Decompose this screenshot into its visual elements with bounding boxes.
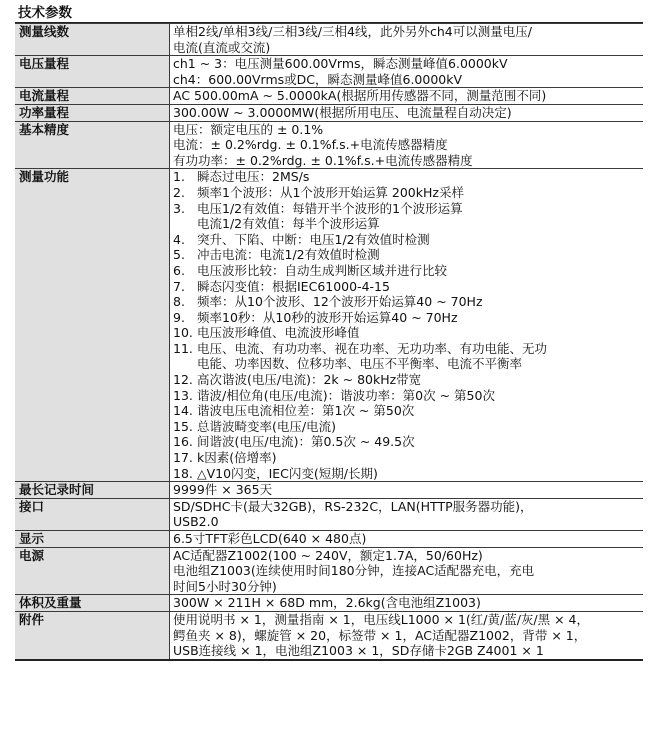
row-label: 测量功能: [15, 169, 170, 482]
row-value: [170, 169, 644, 482]
function-number: 3.: [173, 200, 185, 216]
value-line: 300W × 211H × 68D mm，2.6kg(含电池组Z1003): [173, 595, 481, 611]
function-number: 4.: [173, 231, 185, 247]
function-item: [173, 185, 640, 201]
function-item: [173, 372, 640, 388]
function-item: [173, 403, 640, 419]
value-line: SD/SDHC卡(最大32GB)，RS-232C，LAN(HTTP服务器功能)，: [173, 498, 533, 514]
function-number: 5.: [173, 247, 185, 263]
function-text: 频率：从10个波形、12个波形开始运算40 ~ 70Hz: [197, 294, 483, 310]
function-number: 6.: [173, 262, 185, 278]
function-item: [173, 434, 640, 450]
function-text: △V10闪变，IEC闪变(短期/长期): [197, 465, 378, 481]
value-line: 时间5小时30分钟): [173, 578, 277, 594]
table-row: [15, 169, 643, 482]
function-text: 频率10秒：从10秒的波形开始运算40 ~ 70Hz: [197, 309, 458, 325]
function-item: [173, 325, 640, 341]
row-label: 体积及重量: [15, 595, 170, 612]
row-label: 电源: [15, 547, 170, 595]
function-item: [173, 169, 640, 185]
table-row: [15, 56, 643, 88]
function-list: [173, 169, 640, 481]
row-value: [170, 88, 644, 105]
value-line: AC适配器Z1002(100 ~ 240V，额定1.7A，50/60Hz): [173, 547, 483, 563]
function-text: 总谐波畸变率(电压/电流): [197, 418, 336, 434]
table-row: [15, 498, 643, 530]
function-text: 电压1/2有效值：每错开半个波形的1个波形运算: [197, 200, 463, 216]
function-item: [173, 232, 640, 248]
value-line: 电压：额定电压的 ± 0.1%: [173, 121, 324, 137]
function-item-continued: 电能、功率因数、位移功率、电压不平衡率、电流不平衡率: [197, 356, 523, 372]
value-line: 单相2线/单相3线/三相3线/三相4线，此外另外ch4可以测量电压/: [173, 24, 532, 39]
function-number: 8.: [173, 294, 185, 310]
value-line: 电池组Z1003(连续使用时间180分钟，连接AC适配器充电，充电: [173, 563, 535, 579]
row-value: [170, 56, 644, 88]
function-item: [173, 419, 640, 435]
row-label: 基本精度: [15, 121, 170, 169]
table-title: 技术参数: [15, 4, 643, 23]
row-value: [170, 104, 644, 121]
function-number: 7.: [173, 278, 185, 294]
function-item: [173, 279, 640, 295]
function-number: 1.: [173, 169, 185, 185]
table-row: [15, 88, 643, 105]
row-label: 电流量程: [15, 88, 170, 105]
value-line: ch1 ~ 3：电压测量600.00Vrms，瞬态测量峰值6.0000kV: [173, 56, 508, 72]
row-label: 附件: [15, 611, 170, 659]
value-line: ch4：600.00Vrms或DC，瞬态测量峰值6.0000kV: [173, 71, 463, 87]
function-text: 冲击电流：电流1/2有效值时检测: [197, 247, 380, 263]
function-number: 18.: [173, 465, 193, 481]
function-item-continued: 电流1/2有效值：每半个波形运算: [197, 216, 380, 232]
function-item: [173, 263, 640, 279]
row-value: [170, 611, 644, 659]
function-text: 谐波/相位角(电压/电流)：谐波功率：第0次 ~ 第50次: [197, 387, 495, 403]
value-line: 有功功率：± 0.2%rdg. ± 0.1%f.s.+电流传感器精度: [173, 152, 473, 168]
function-item: [173, 341, 640, 357]
row-label: 功率量程: [15, 104, 170, 121]
function-text: 瞬态闪变值：根据IEC61000-4-15: [197, 278, 390, 294]
row-label: 电压量程: [15, 56, 170, 88]
function-item: [173, 450, 640, 466]
function-number: 11.: [173, 340, 193, 356]
row-value: [170, 498, 644, 530]
function-number: 10.: [173, 325, 193, 341]
row-value: [170, 595, 644, 612]
function-number: 16.: [173, 434, 193, 450]
function-item: [173, 247, 640, 263]
value-line: 鳄鱼夹 × 8)，螺旋管 × 20，标签带 × 1，AC适配器Z1002，背带 × 1，: [173, 627, 587, 643]
table-row: [15, 121, 643, 169]
value-line: 使用说明书 × 1，测量指南 × 1，电压线L1000 × 1(红/黄/蓝/灰/黑 × 4，: [173, 611, 589, 627]
function-number: 14.: [173, 403, 193, 419]
row-label: 测量线数: [15, 24, 170, 56]
value-line: AC 500.00mA ~ 5.0000kA(根据所用传感器不同，测量范围不同): [173, 88, 547, 104]
function-number: 13.: [173, 387, 193, 403]
function-text: 瞬态过电压：2MS/s: [197, 169, 310, 185]
function-text: 电压波形峰值、电流波形峰值: [197, 325, 360, 341]
value-line: 9999件 × 365天: [173, 482, 273, 498]
value-line: 电流：± 0.2%rdg. ± 0.1%f.s.+电流传感器精度: [173, 137, 448, 153]
function-item: [173, 466, 640, 482]
function-text: 间谐波(电压/电流)：第0.5次 ~ 49.5次: [197, 434, 415, 450]
function-number: 2.: [173, 184, 185, 200]
table-row: [15, 482, 643, 499]
function-item: [173, 310, 640, 326]
table-row: [15, 104, 643, 121]
function-text: 突升、下陷、中断：电压1/2有效值时检测: [197, 231, 430, 247]
table-row: [15, 547, 643, 595]
function-text: k因素(倍增率): [197, 450, 277, 466]
function-item: [173, 201, 640, 217]
row-value: [170, 121, 644, 169]
row-value: [170, 547, 644, 595]
function-text: 高次谐波(电压/电流)：2k ~ 80kHz带宽: [197, 372, 422, 388]
function-item: [173, 294, 640, 310]
row-label: 显示: [15, 531, 170, 548]
table-row: [15, 24, 643, 56]
function-text: 谐波电压电流相位差：第1次 ~ 第50次: [197, 403, 415, 419]
row-label: 接口: [15, 498, 170, 530]
spec-table: [15, 23, 643, 661]
function-number: 17.: [173, 450, 193, 466]
table-row: [15, 611, 643, 659]
row-value: [170, 482, 644, 499]
row-value: [170, 24, 644, 56]
function-number: 12.: [173, 372, 193, 388]
value-line: 300.00W ~ 3.0000MW(根据所用电压、电流量程自动决定): [173, 104, 512, 120]
value-line: USB2.0: [173, 514, 219, 530]
value-line: 6.5寸TFT彩色LCD(640 × 480点): [173, 531, 367, 546]
function-text: 电压、电流、有功功率、视在功率、无功功率、有功电能、无功: [197, 340, 548, 356]
function-text: 频率1个波形：从1个波形开始运算 200kHz采样: [197, 184, 464, 200]
function-number: 15.: [173, 418, 193, 434]
function-item: [173, 388, 640, 404]
function-number: 9.: [173, 309, 185, 325]
value-line: USB连接线 × 1，电池组Z1003 × 1，SD存储卡2GB Z4001 × 1: [173, 643, 544, 659]
table-row: [15, 595, 643, 612]
table-row: [15, 531, 643, 548]
row-value: [170, 531, 644, 548]
value-line: 电流(直流或交流): [173, 39, 271, 55]
row-label: 最长记录时间: [15, 482, 170, 499]
function-text: 电压波形比较：自动生成判断区域并进行比较: [197, 262, 448, 278]
